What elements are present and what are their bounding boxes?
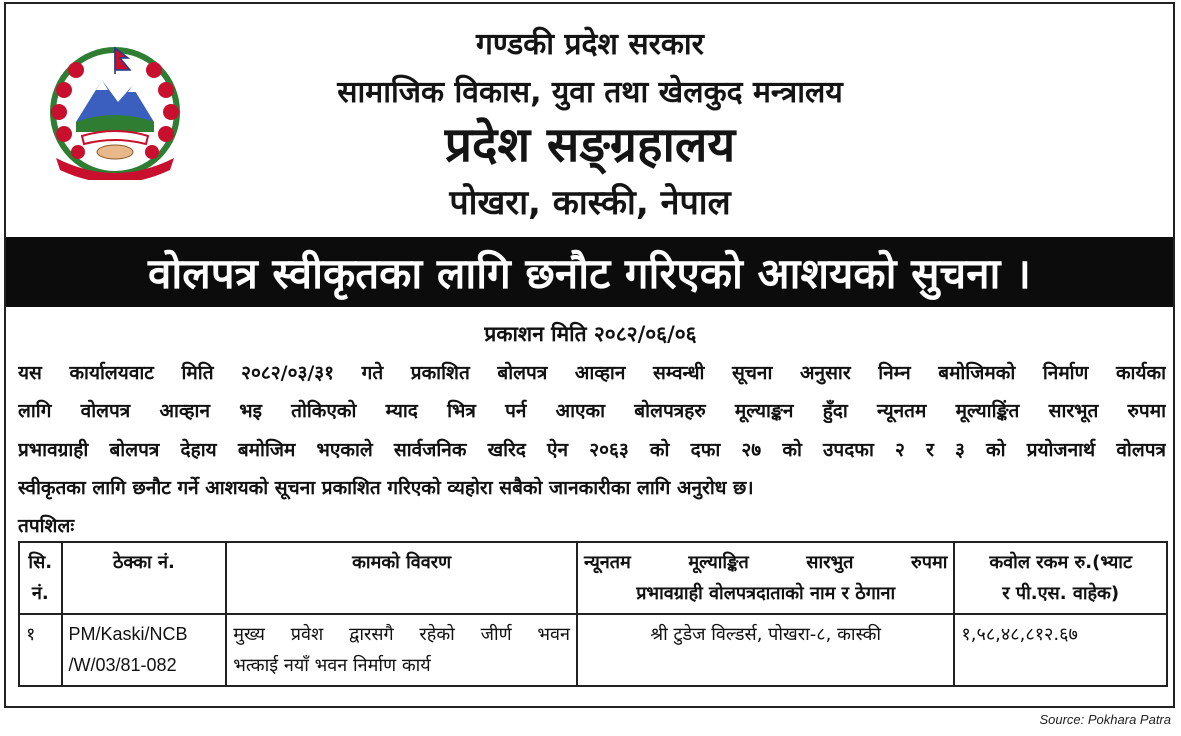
- col-header-contract: ठेक्का नं.: [62, 542, 227, 614]
- source-credit: Source: Pokhara Patra: [1039, 712, 1171, 727]
- cell-contract: PM/Kaski/NCB /W/03/81-082: [62, 614, 227, 686]
- publish-date: प्रकाशन मिति २०८२/०६/०६: [484, 322, 697, 346]
- cell-bidder: श्री टुडेज विल्डर्स, पोखरा-८, कास्की: [577, 614, 954, 686]
- col-header-sn: सि. नं.: [19, 542, 62, 614]
- cell-sn: १: [19, 614, 62, 686]
- body-line-1: यस कार्यालयवाट मिति २०८२/०३/३१ गते प्रकाशित बोलपत्र आव्हान सम्वन्धी सूचना अनुसार निम्न बमोजिमको निर्माण कार्यका: [18, 362, 1166, 384]
- ministry-name: सामाजिक विकास, युवा तथा खेलकुद मन्त्रालय: [337, 75, 843, 110]
- nepal-emblem-icon: [42, 40, 188, 180]
- office-name: प्रदेश सङ्ग्रहालय: [444, 117, 736, 173]
- body-line-2: लागि वोलपत्र आव्हान भइ तोकिएको म्याद भित्र पर्न आएका बोलपत्रहरु मूल्याङ्कन हुँदा न्यूनतम मूल्याङ्किंत सारभूत रुपमा: [18, 400, 1166, 422]
- government-name: गण्डकी प्रदेश सरकार: [476, 27, 704, 62]
- bid-table: [18, 541, 1168, 687]
- office-address: पोखरा, कास्की, नेपाल: [449, 183, 731, 223]
- notice-title-banner: वोलपत्र स्वीकृतका लागि छनौट गरिएको आशयको सुचना ।: [6, 237, 1173, 307]
- details-label: तपशिलः: [18, 515, 75, 537]
- cell-amount: १,५८,४८,८१२.६७: [954, 614, 1167, 686]
- col-header-amount: कवोल रकम रु.(भ्याट र पी.एस. वाहेक): [954, 542, 1167, 614]
- col-header-work: कामको विवरण: [226, 542, 577, 614]
- table-row: [19, 614, 1167, 686]
- body-line-3: प्रभावग्राही बोलपत्र देहाय बमोजिम भएकाले सार्वजनिक खरिद ऐन २०६३ को दफा २७ को उपदफा २ र ३ को प्रयोजनार्थ वोलपत्र: [18, 439, 1166, 461]
- table-header-row: [19, 542, 1167, 614]
- cell-work: मुख्य प्रवेश द्वारसगै रहेको जीर्ण भवन भत्काई नयाँ भवन निर्माण कार्य: [226, 614, 577, 686]
- body-line-4: स्वीकृतका लागि छनौट गर्ने आशयको सूचना प्रकाशित गरिएको व्यहोरा सबैको जानकारीका लागि अनुरोध छ।: [18, 477, 754, 499]
- col-header-bidder: न्यूनतम मूल्याङ्कित सारभुत रुपमा प्रभावग्राही वोलपत्रदाताको नाम र ठेगाना: [577, 542, 954, 614]
